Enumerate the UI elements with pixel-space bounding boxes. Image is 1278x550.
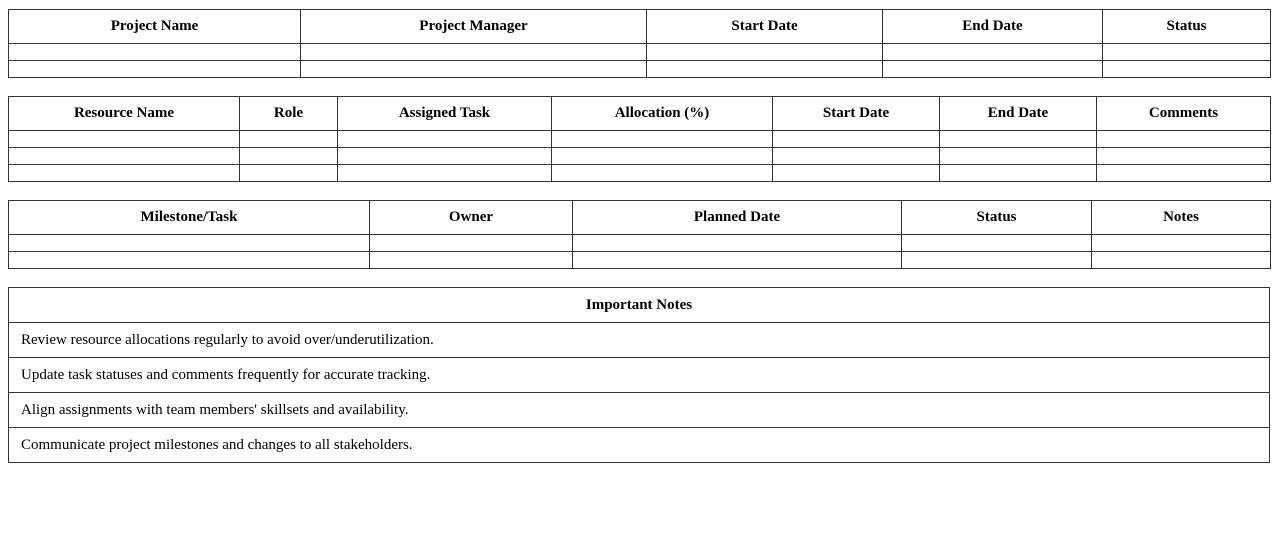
project-manager-cell[interactable] (301, 44, 647, 61)
project-name-cell[interactable] (9, 61, 301, 78)
comments-cell[interactable] (1097, 131, 1271, 148)
allocation-cell[interactable] (552, 148, 773, 165)
owner-cell[interactable] (370, 235, 573, 252)
table-row (9, 131, 1271, 148)
end-date-cell[interactable] (883, 61, 1103, 78)
planned-date-cell[interactable] (573, 235, 902, 252)
role-cell[interactable] (240, 148, 338, 165)
table-row (9, 61, 1271, 78)
header-comments: Comments (1097, 97, 1271, 131)
header-end-date: End Date (940, 97, 1097, 131)
table-row (9, 165, 1271, 182)
header-allocation: Allocation (%) (552, 97, 773, 131)
table-row (9, 148, 1271, 165)
note-item: Align assignments with team members' skillsets and availability. (9, 393, 1270, 428)
header-owner: Owner (370, 201, 573, 235)
table-row (9, 44, 1271, 61)
assigned-task-cell[interactable] (338, 165, 552, 182)
important-notes-table (8, 287, 1270, 463)
table-row (9, 235, 1271, 252)
header-status: Status (1103, 10, 1271, 44)
assigned-task-cell[interactable] (338, 131, 552, 148)
header-assigned-task: Assigned Task (338, 97, 552, 131)
milestone-task-cell[interactable] (9, 252, 370, 269)
start-date-cell[interactable] (773, 148, 940, 165)
table-row (9, 252, 1271, 269)
table-header-row (9, 97, 1271, 131)
status-cell[interactable] (902, 235, 1092, 252)
table-header-row (9, 288, 1270, 323)
status-cell[interactable] (902, 252, 1092, 269)
end-date-cell[interactable] (940, 165, 1097, 182)
start-date-cell[interactable] (773, 165, 940, 182)
comments-cell[interactable] (1097, 148, 1271, 165)
end-date-cell[interactable] (883, 44, 1103, 61)
notes-cell[interactable] (1092, 252, 1271, 269)
assigned-task-cell[interactable] (338, 148, 552, 165)
header-resource-name: Resource Name (9, 97, 240, 131)
note-row (9, 358, 1270, 393)
header-start-date: Start Date (773, 97, 940, 131)
header-milestone-task: Milestone/Task (9, 201, 370, 235)
status-cell[interactable] (1103, 61, 1271, 78)
note-item: Communicate project milestones and changes to all stakeholders. (9, 428, 1270, 463)
header-planned-date: Planned Date (573, 201, 902, 235)
table-header-row (9, 201, 1271, 235)
header-start-date: Start Date (647, 10, 883, 44)
resource-name-cell[interactable] (9, 131, 240, 148)
project-table (8, 9, 1271, 78)
resource-name-cell[interactable] (9, 165, 240, 182)
header-role: Role (240, 97, 338, 131)
document (8, 9, 1270, 463)
note-item: Update task statuses and comments frequently for accurate tracking. (9, 358, 1270, 393)
project-name-cell[interactable] (9, 44, 301, 61)
start-date-cell[interactable] (773, 131, 940, 148)
note-item: Review resource allocations regularly to avoid over/underutilization. (9, 323, 1270, 358)
role-cell[interactable] (240, 131, 338, 148)
comments-cell[interactable] (1097, 165, 1271, 182)
allocation-cell[interactable] (552, 131, 773, 148)
start-date-cell[interactable] (647, 61, 883, 78)
header-project-manager: Project Manager (301, 10, 647, 44)
milestone-table (8, 200, 1271, 269)
resource-name-cell[interactable] (9, 148, 240, 165)
note-row (9, 323, 1270, 358)
header-project-name: Project Name (9, 10, 301, 44)
header-end-date: End Date (883, 10, 1103, 44)
end-date-cell[interactable] (940, 148, 1097, 165)
header-status: Status (902, 201, 1092, 235)
milestone-task-cell[interactable] (9, 235, 370, 252)
role-cell[interactable] (240, 165, 338, 182)
status-cell[interactable] (1103, 44, 1271, 61)
note-row (9, 428, 1270, 463)
note-row (9, 393, 1270, 428)
important-notes-heading: Important Notes (9, 288, 1270, 323)
header-notes: Notes (1092, 201, 1271, 235)
notes-cell[interactable] (1092, 235, 1271, 252)
project-manager-cell[interactable] (301, 61, 647, 78)
resource-table (8, 96, 1271, 182)
planned-date-cell[interactable] (573, 252, 902, 269)
table-header-row (9, 10, 1271, 44)
owner-cell[interactable] (370, 252, 573, 269)
allocation-cell[interactable] (552, 165, 773, 182)
end-date-cell[interactable] (940, 131, 1097, 148)
start-date-cell[interactable] (647, 44, 883, 61)
